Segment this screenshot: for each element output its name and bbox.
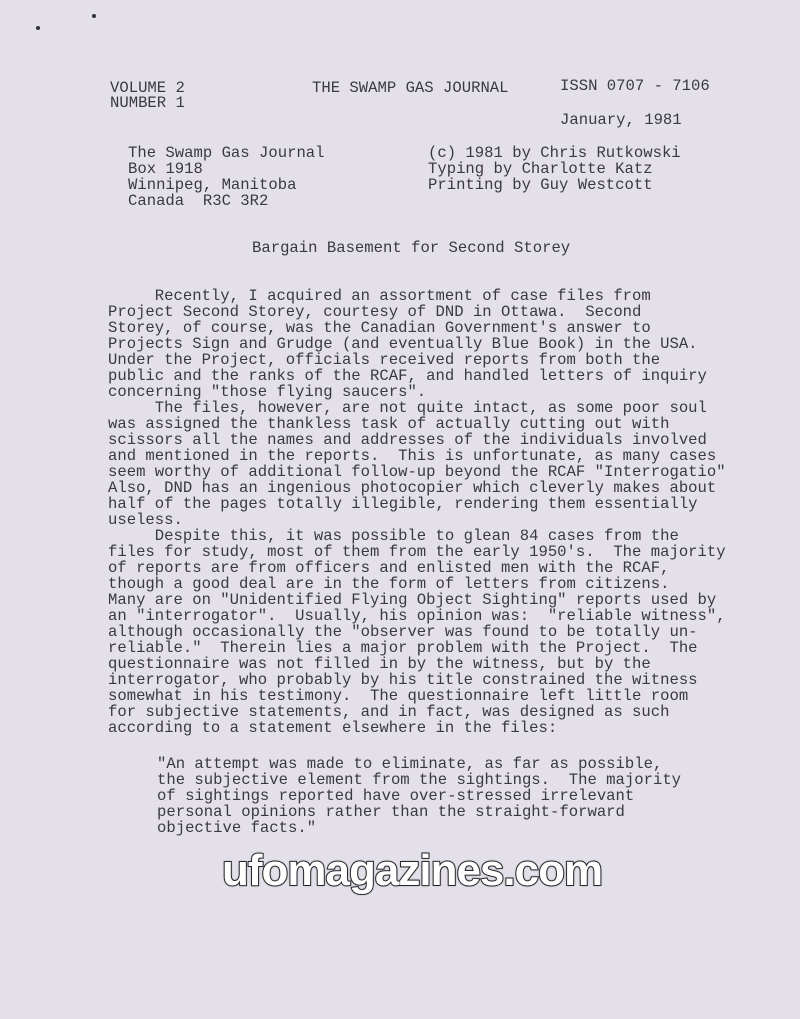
quote-line: "An attempt was made to eliminate, as far as possible, bbox=[157, 755, 663, 773]
body-line: Project Second Storey, courtesy of DND in Ottawa. Second bbox=[108, 303, 642, 321]
journal-title: THE SWAMP GAS JOURNAL bbox=[312, 79, 509, 97]
credit-line: Typing by Charlotte Katz bbox=[428, 160, 653, 178]
quote-line: of sightings reported have over-stressed irrelevant bbox=[157, 787, 635, 805]
body-line: concerning "those flying saucers". bbox=[108, 383, 427, 401]
article-title: Bargain Basement for Second Storey bbox=[252, 239, 571, 257]
watermark: ufomagazines.com bbox=[222, 846, 603, 895]
body-line: Many are on "Unidentified Flying Object Sighting" reports used by bbox=[108, 591, 717, 609]
scan-speck bbox=[36, 26, 40, 30]
address-line: Canada R3C 3R2 bbox=[128, 192, 269, 210]
address-line: The Swamp Gas Journal bbox=[128, 144, 325, 162]
body-line: interrogator, who probably by his title constrained the witness bbox=[108, 671, 698, 689]
body-line: Under the Project, officials received reports from both the bbox=[108, 351, 661, 369]
body-line: questionnaire was not filled in by the witness, but by the bbox=[108, 655, 651, 673]
body-line: half of the pages totally illegible, rendering them essentially bbox=[108, 495, 698, 513]
body-line: somewhat in his testimony. The questionnaire left little room bbox=[108, 687, 689, 705]
address-line: Winnipeg, Manitoba bbox=[128, 176, 297, 194]
body-line: Despite this, it was possible to glean 84 cases from the bbox=[108, 527, 679, 545]
credits bbox=[428, 145, 681, 193]
body-line: and mentioned in the reports. This is unfortunate, as many cases bbox=[108, 447, 717, 465]
body-line: though a good deal are in the form of letters from citizens. bbox=[108, 575, 670, 593]
body-line: reliable." Therein lies a major problem with the Project. The bbox=[108, 639, 698, 657]
block-quote bbox=[157, 756, 681, 836]
body-line: according to a statement elsewhere in the files: bbox=[108, 719, 558, 737]
address-line: Box 1918 bbox=[128, 160, 203, 178]
body-line: seem worthy of additional follow-up beyond the RCAF "Interrogatio" bbox=[108, 463, 726, 481]
date: January, 1981 bbox=[560, 111, 682, 129]
quote-line: personal opinions rather than the straight-forward bbox=[157, 803, 625, 821]
number-label: NUMBER 1 bbox=[110, 94, 185, 112]
body-line: Recently, I acquired an assortment of case files from bbox=[108, 287, 651, 305]
body-line: useless. bbox=[108, 511, 183, 529]
quote-line: objective facts." bbox=[157, 819, 317, 837]
body-line: for subjective statements, and in fact, was designed as such bbox=[108, 703, 670, 721]
body-line: an "interrogator". Usually, his opinion was: "reliable witness", bbox=[108, 607, 726, 625]
body-line: of reports are from officers and enlisted men with the RCAF, bbox=[108, 559, 670, 577]
issn: ISSN 0707 - 7106 bbox=[560, 77, 710, 95]
credit-line: Printing by Guy Westcott bbox=[428, 176, 653, 194]
body-line: although occasionally the "observer was found to be totally un- bbox=[108, 623, 698, 641]
body-line: was assigned the thankless task of actually cutting out with bbox=[108, 415, 670, 433]
mailing-address bbox=[128, 145, 325, 209]
body-line: Storey, of course, was the Canadian Government's answer to bbox=[108, 319, 651, 337]
volume-label: VOLUME 2 bbox=[110, 79, 185, 97]
quote-line: the subjective element from the sightings. The majority bbox=[157, 771, 682, 789]
body-line: Also, DND has an ingenious photocopier which cleverly makes about bbox=[108, 479, 717, 497]
body-line: Projects Sign and Grudge (and eventually Blue Book) in the USA. bbox=[108, 335, 698, 353]
body-line: The files, however, are not quite intact, as some poor soul bbox=[108, 399, 707, 417]
credit-line: (c) 1981 by Chris Rutkowski bbox=[428, 144, 681, 162]
body-line: public and the ranks of the RCAF, and handled letters of inquiry bbox=[108, 367, 707, 385]
scan-speck bbox=[92, 14, 96, 18]
article-body bbox=[108, 288, 726, 736]
body-line: files for study, most of them from the early 1950's. The majority bbox=[108, 543, 726, 561]
body-line: scissors all the names and addresses of the individuals involved bbox=[108, 431, 707, 449]
